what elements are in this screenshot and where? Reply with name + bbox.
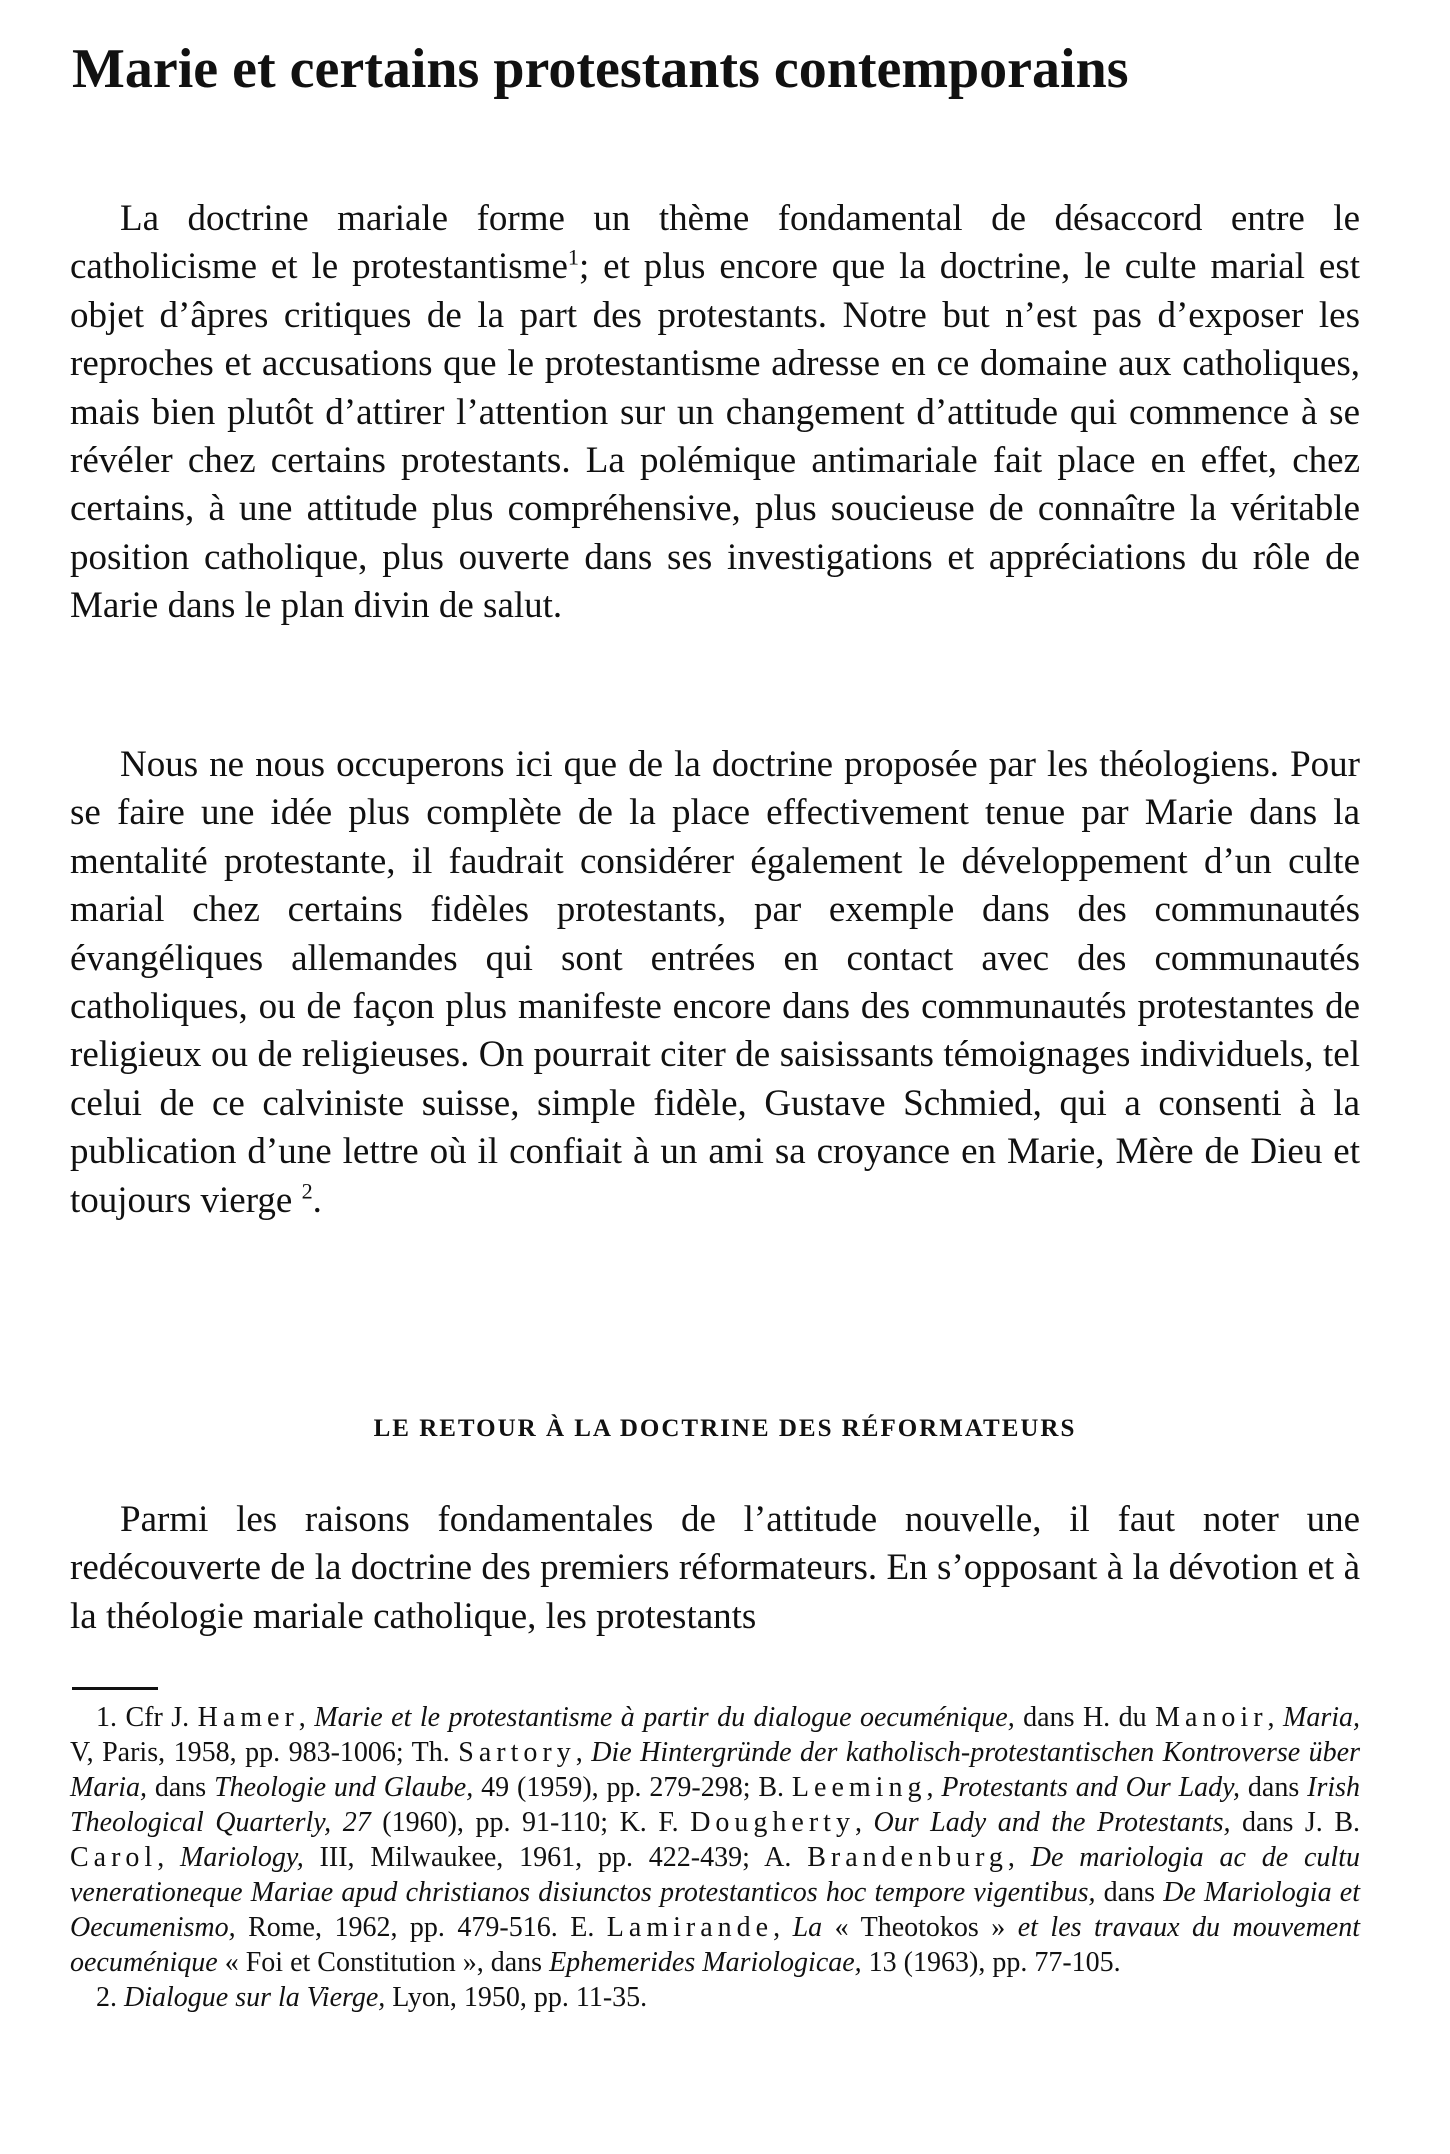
fn1-part: dans	[147, 1772, 215, 1803]
fn1-work-title: Die Hintergründe der katholisch-protestantischen Kontroverse über Maria,	[70, 1737, 1361, 1803]
fn1-work-title: Maria,	[1283, 1702, 1361, 1733]
fn1-part: Rome, 1962, pp. 479-516. E.	[235, 1912, 607, 1943]
fn1-author: Manoir	[1155, 1702, 1268, 1733]
footnote-ref-2[interactable]: 2	[301, 1178, 313, 1204]
fn1-part: ,	[926, 1772, 942, 1803]
fn1-part: « Theotokos »	[822, 1912, 1018, 1943]
fn2-part: Lyon, 1950, pp. 11-35.	[385, 1982, 648, 2013]
fn1-part: ,	[157, 1842, 181, 1873]
fn1-part: ,	[1267, 1702, 1284, 1733]
fn1-work-title: De mariologia ac de cultu venerationeque Mariae apud christianos disiunctos protestanticos hoc tempore vigentibus,	[70, 1842, 1360, 1908]
fn1-work-title: Mariology,	[180, 1842, 304, 1873]
footnote-ref-1[interactable]: 1	[567, 245, 579, 271]
fn1-part: 49 (1959), pp. 279-298; B.	[473, 1772, 792, 1803]
fn1-part: (1960), pp. 91-110; K. F.	[370, 1807, 691, 1838]
fn1-part: ,	[575, 1737, 592, 1768]
section-heading: LE RETOUR À LA DOCTRINE DES RÉFORMATEURS	[373, 1415, 1077, 1442]
fn1-work-title: Irish Theological Quarterly, 27	[70, 1772, 1361, 1838]
paragraph-1-text-b: ; et plus encore que la doctrine, le culte marial est objet d’âpres critiques de la part des protestants. Notre but n’est pas d’exposer les reproches et accusations que le protestantisme adresse en ce domaine aux catholiques, mais bien plutôt d’attirer l’attention sur un changement d’attitude qui commence à se révéler chez certains protestants. La polémique antimariale fait place en effet, chez certains, à une attitude plus compréhensive, plus soucieuse de connaître la véritable position catholique, plus ouverte dans ses investigations et appréciations du rôle de Marie dans le plan divin de salut.	[70, 246, 1360, 627]
fn2-part: 2.	[96, 1982, 124, 2013]
fn1-part: ,	[298, 1702, 315, 1733]
page-title: Marie et certains protestants contemporains	[72, 38, 1129, 100]
fn1-part: 13 (1963), pp. 77-105.	[861, 1947, 1121, 1978]
fn2-work-title: Dialogue sur la Vierge,	[124, 1982, 386, 2013]
footnote-1	[70, 1700, 1360, 1980]
fn1-part: 1. Cfr J.	[96, 1702, 198, 1733]
body-paragraph-1	[70, 195, 1360, 631]
fn1-author: Carol	[70, 1842, 158, 1873]
fn1-work-title: La	[792, 1912, 823, 1943]
fn1-author: Leeming	[791, 1772, 927, 1803]
fn1-work-title: De Mariologia et Oecumenismo,	[70, 1877, 1360, 1943]
fn1-author: Hamer	[197, 1702, 299, 1733]
fn1-part: V, Paris, 1958, pp. 983-1006; Th.	[70, 1737, 459, 1768]
fn1-author: Brandenburg	[807, 1842, 1008, 1873]
fn1-work-title: Marie et le protestantisme à partir du dialogue oecuménique,	[314, 1702, 1015, 1733]
footnotes	[70, 1700, 1360, 2015]
fn1-work-title: Protestants and Our Lady,	[941, 1772, 1241, 1803]
paragraph-2-text-b: .	[312, 1179, 322, 1221]
fn1-part: dans H. du	[1014, 1702, 1156, 1733]
fn1-author: Sartory	[458, 1737, 576, 1768]
fn1-author: Lamirande	[606, 1912, 774, 1943]
paragraph-1-text-a: La doctrine mariale forme un thème fondamental de désaccord entre le catholicisme et le protestantisme	[70, 198, 1360, 288]
fn1-part: ,	[773, 1912, 793, 1943]
fn1-part: dans	[1095, 1877, 1164, 1908]
body-paragraph-2	[70, 741, 1360, 1225]
fn1-part: « Foi et Constitution », dans	[217, 1947, 550, 1978]
footnote-2	[70, 1980, 1360, 2015]
fn1-work-title: Our Lady and the Protestants,	[873, 1807, 1231, 1838]
fn1-work-title: Ephemerides Mariologicae,	[549, 1947, 862, 1978]
fn1-work-title: Theologie und Glaube,	[214, 1772, 474, 1803]
fn1-work-title: et les travaux du mouvement oecuménique	[70, 1912, 1360, 1978]
fn1-part: dans J. B.	[1230, 1807, 1361, 1838]
fn1-author: Dougherty	[690, 1807, 855, 1838]
paragraph-2-text-a: Nous ne nous occuperons ici que de la doctrine proposée par les théologiens. Pour se faire une idée plus complète de la place effectivement tenue par Marie dans la mentalité protestante, il faudrait considérer également le développement d’un culte marial chez certains fidèles protestants, par exemple dans des communautés évangéliques allemandes qui sont entrées en contact avec des communautés catholiques, ou de façon plus manifeste encore dans des communautés protestantes de religieux ou de religieuses. On pourrait citer de saisissants témoignages individuels, tel celui de ce calviniste suisse, simple fidèle, Gustave Schmied, qui a consenti à la publication d’une lettre où il confiait à un ami sa croyance en Marie, Mère de Dieu et toujours vierge	[70, 744, 1360, 1221]
fn1-part: III, Milwaukee, 1961, pp. 422-439; A.	[303, 1842, 808, 1873]
fn1-part: ,	[1007, 1842, 1031, 1873]
fn1-part: dans	[1240, 1772, 1308, 1803]
body-paragraph-3: Parmi les raisons fondamentales de l’attitude nouvelle, il faut noter une redécouverte de la doctrine des premiers réformateurs. En s’opposant à la dévotion et à la théologie mariale catholique, les protestants	[70, 1499, 1360, 1637]
footnote-separator	[72, 1687, 158, 1690]
fn1-part: ,	[854, 1807, 874, 1838]
